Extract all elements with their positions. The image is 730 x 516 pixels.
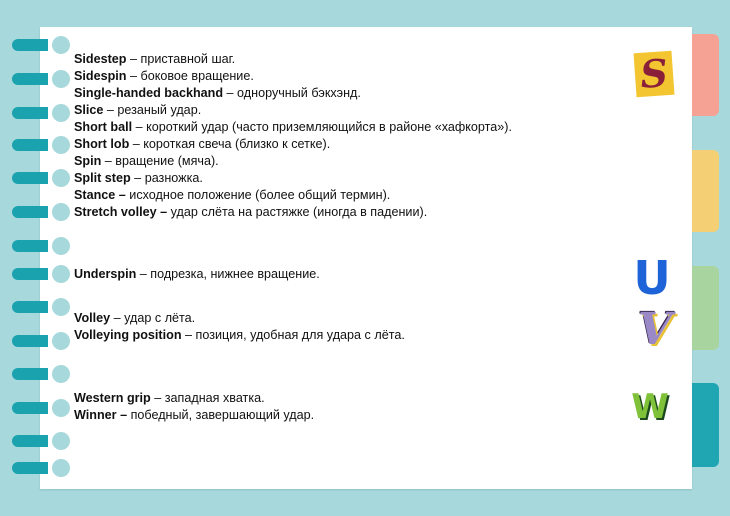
entry-definition: – позиция, удобная для удара с лёта. (181, 328, 405, 342)
binding-ring (12, 335, 67, 349)
entry-term: Short ball (74, 120, 133, 134)
binding-ring (12, 206, 67, 220)
binding-ring (12, 462, 67, 476)
letter-v-icon: V (637, 304, 673, 355)
entry-term: Short lob (74, 137, 130, 151)
entry-term: Spin (74, 154, 102, 168)
binding-hole (52, 265, 70, 283)
entry-definition: – одноручный бэкхэнд. (223, 86, 361, 100)
binding-ring (12, 301, 67, 315)
binding-ring (12, 107, 67, 121)
glossary-entry (74, 310, 195, 327)
binding-ring (12, 172, 67, 186)
glossary-entry (74, 170, 203, 187)
entry-definition: удар слёта на растяжке (иногда в падении). (167, 205, 428, 219)
glossary-entry (74, 407, 314, 424)
glossary-entry (74, 119, 512, 136)
entry-definition: – резаный удар. (103, 103, 202, 117)
entry-term: Single-handed backhand (74, 86, 224, 100)
binding-hole (52, 237, 70, 255)
glossary-entry (74, 327, 405, 344)
tab-teal[interactable] (692, 383, 719, 467)
entry-term: Underspin (74, 267, 137, 281)
binding-ring (12, 268, 67, 282)
entry-term: Volleying position (74, 328, 182, 342)
binding-hole (52, 298, 70, 316)
entry-definition: – короткая свеча (близко к сетке). (129, 137, 331, 151)
entry-definition: – разножка. (130, 171, 203, 185)
letter-s-icon: S (634, 51, 675, 98)
entry-term: Winner – (74, 408, 128, 422)
binding-ring (12, 139, 67, 153)
glossary-entry (74, 153, 219, 170)
letter-u-icon: U (633, 251, 671, 305)
glossary-entry (74, 102, 201, 119)
binding-hole (52, 399, 70, 417)
binding-hole (52, 332, 70, 350)
entry-term: Sidestep (74, 52, 127, 66)
binding-ring (12, 368, 67, 382)
binding-ring (12, 240, 67, 254)
binding-hole (52, 459, 70, 477)
binding-hole (52, 36, 70, 54)
binding-hole (52, 169, 70, 187)
entry-definition: – боковое вращение. (126, 69, 254, 83)
binding-hole (52, 365, 70, 383)
letter-w-icon: W (631, 387, 669, 427)
entry-definition: победный, завершающий удар. (127, 408, 315, 422)
binding-ring (12, 39, 67, 53)
entry-term: Sidespin (74, 69, 127, 83)
entry-term: Split step (74, 171, 131, 185)
entry-definition: – западная хватка. (150, 391, 265, 405)
glossary-entry (74, 136, 330, 153)
entry-definition: – вращение (мяча). (101, 154, 219, 168)
entry-term: Stance – (74, 188, 126, 202)
glossary-entry (74, 204, 427, 221)
entry-definition: – подрезка, нижнее вращение. (136, 267, 320, 281)
glossary-entry (74, 68, 254, 85)
binding-hole (52, 203, 70, 221)
glossary-entry (74, 85, 361, 102)
tab-green[interactable] (692, 266, 719, 350)
binding-hole (52, 70, 70, 88)
entry-definition: – короткий удар (часто приземляющийся в районе «хафкорта»). (132, 120, 512, 134)
entry-definition: – приставной шаг. (126, 52, 236, 66)
entry-term: Slice (74, 103, 104, 117)
glossary-entry (74, 266, 320, 283)
binding-hole (52, 432, 70, 450)
tab-yellow[interactable] (692, 150, 719, 232)
binding-ring (12, 402, 67, 416)
binding-hole (52, 104, 70, 122)
glossary-entry (74, 390, 265, 407)
entry-term: Stretch volley – (74, 205, 168, 219)
binding-ring (12, 73, 67, 87)
entry-definition: исходное положение (более общий термин). (125, 188, 391, 202)
glossary-entry (74, 187, 390, 204)
entry-definition: – удар с лёта. (110, 311, 196, 325)
entry-term: Western grip (74, 391, 151, 405)
tab-red[interactable] (692, 34, 719, 116)
entry-term: Volley (74, 311, 111, 325)
binding-ring (12, 435, 67, 449)
glossary-entry (74, 51, 235, 68)
binding-hole (52, 136, 70, 154)
